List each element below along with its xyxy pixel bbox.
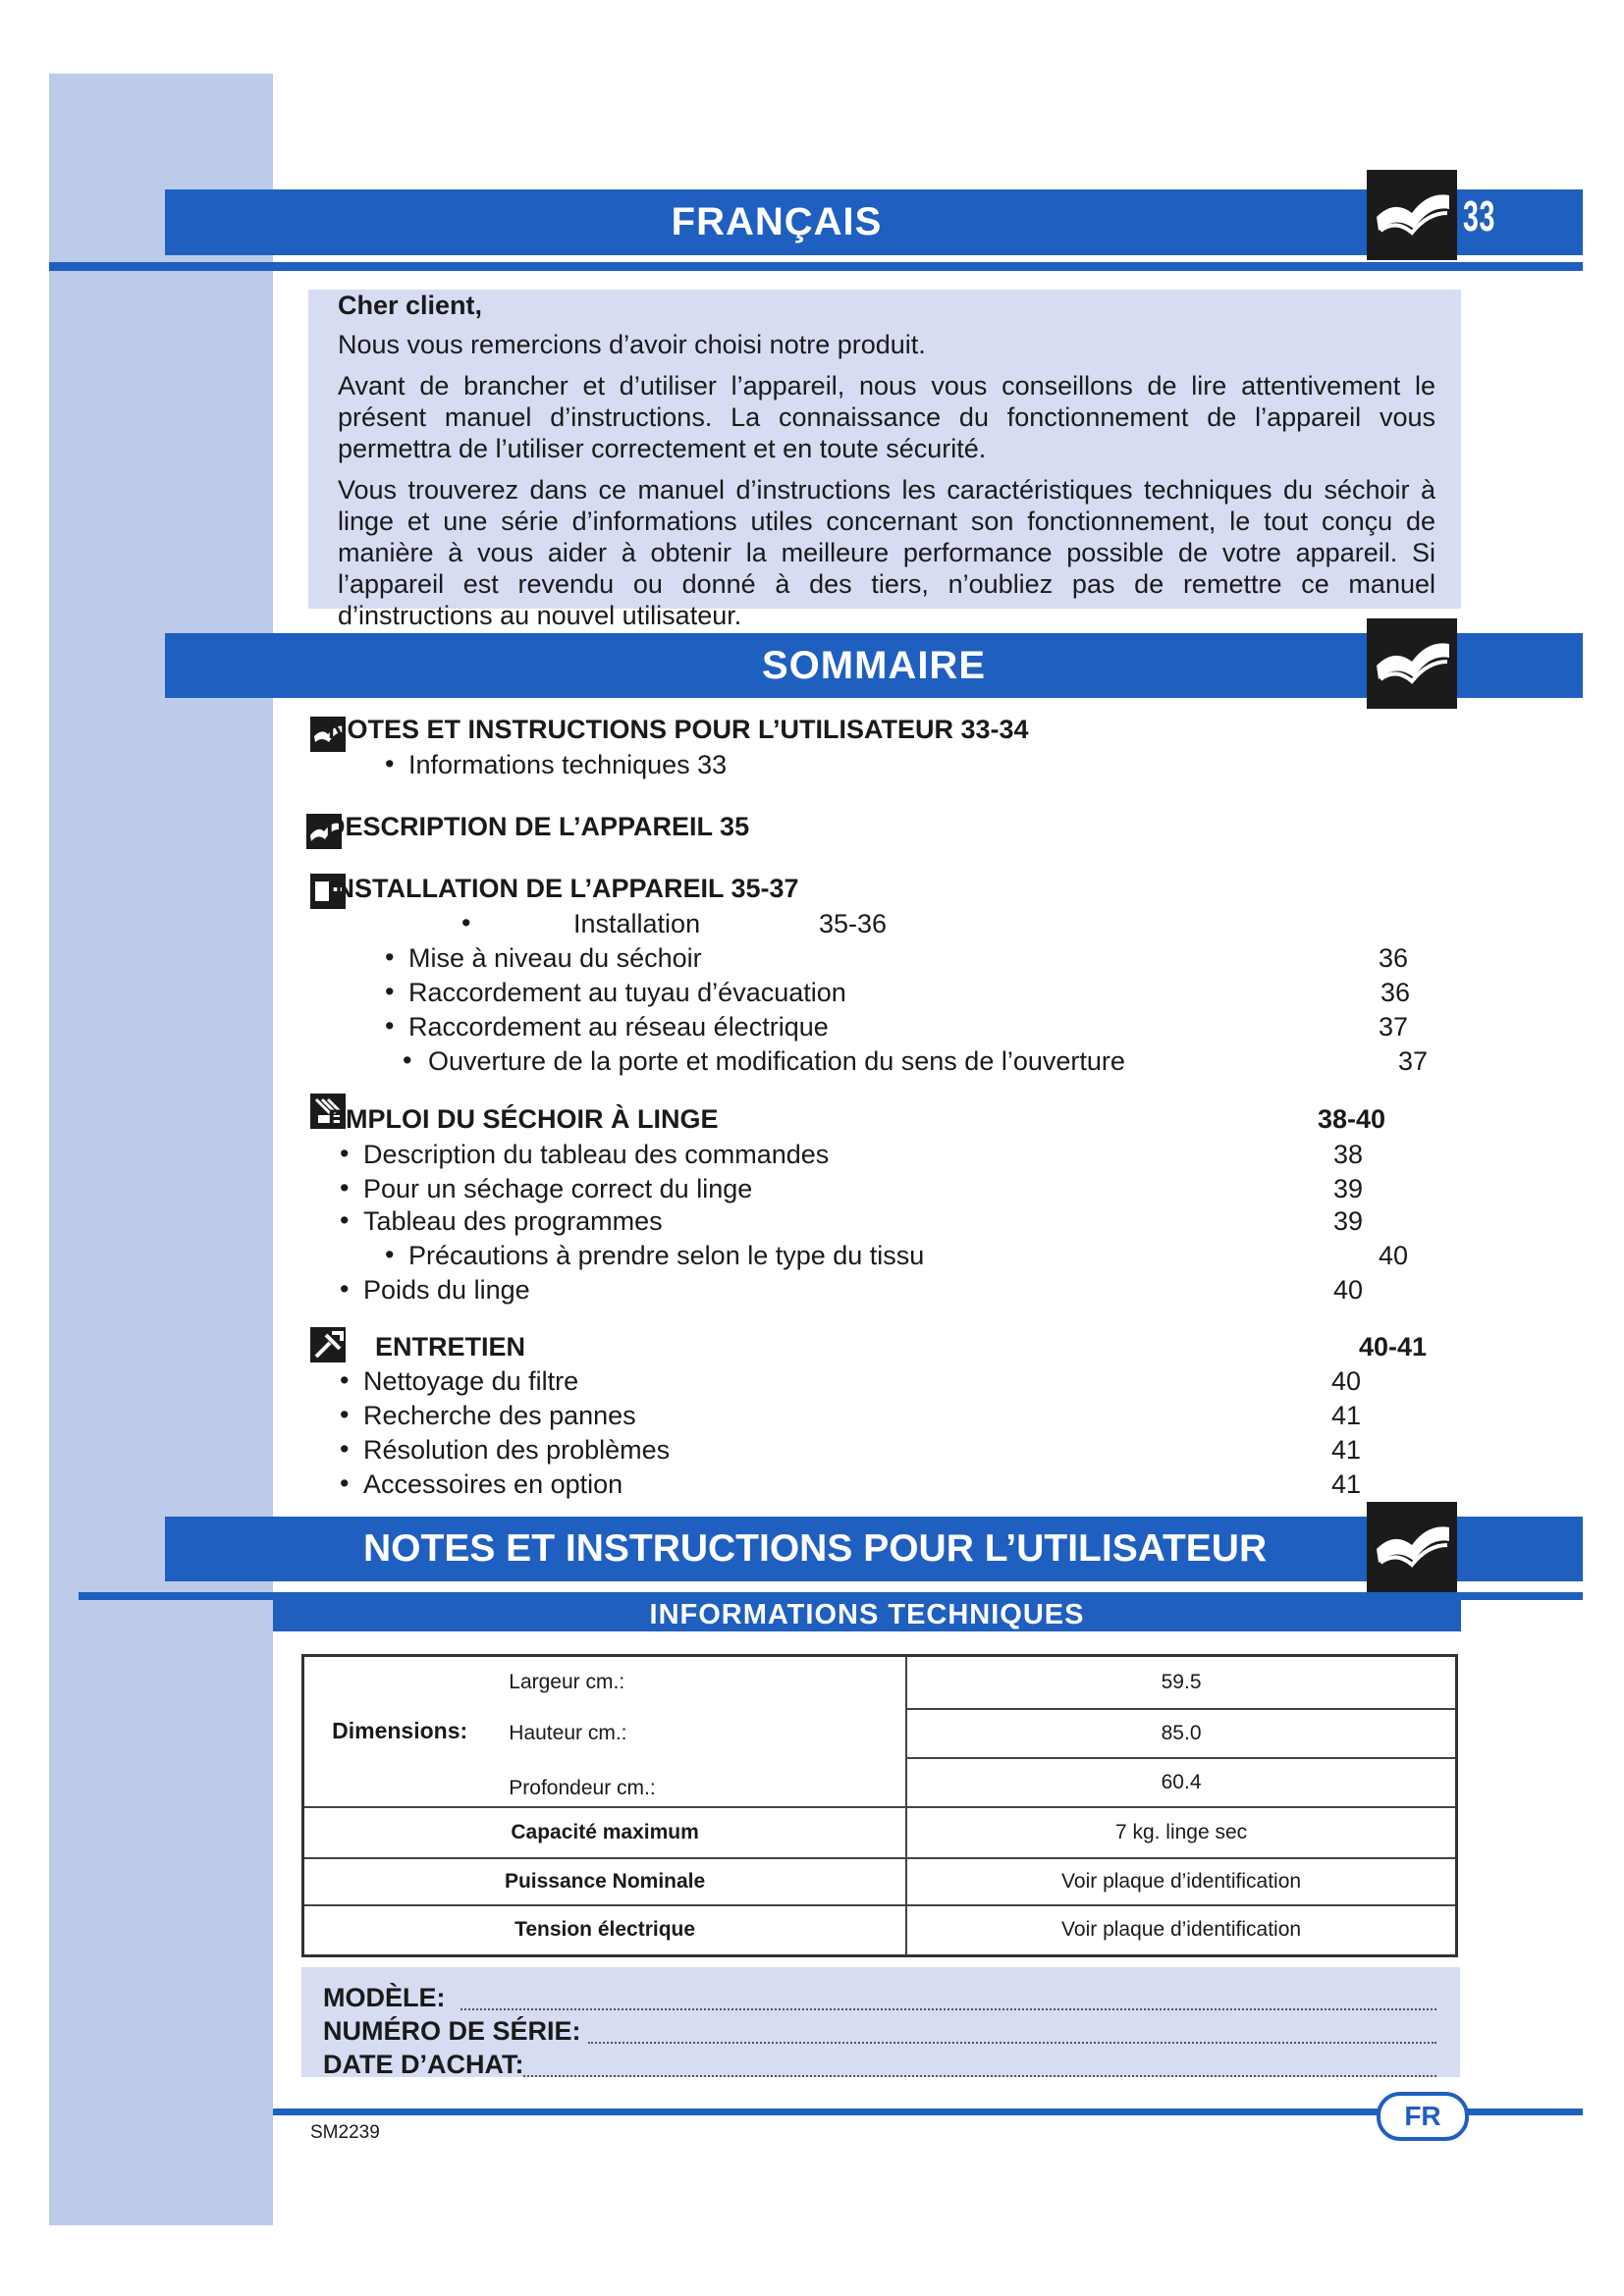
table-row (303, 1905, 1457, 1956)
language-badge: FR (1377, 2092, 1469, 2141)
toc-item: Poids du linge (363, 1275, 530, 1305)
bullet: • (340, 1139, 350, 1168)
book-icon (1367, 618, 1457, 709)
dimensions-label: Dimensions: (303, 1656, 496, 1807)
bullet: • (461, 908, 471, 937)
bullet: • (340, 1173, 350, 1202)
toc-item: Raccordement au tuyau d’évacuation (408, 978, 846, 1007)
toc-page: 41 (1331, 1401, 1362, 1430)
purchase-date-label: DATE D’ACHAT: (323, 2050, 524, 2079)
table-row (303, 1807, 1457, 1858)
toc-page: 38 (1333, 1140, 1364, 1169)
spec-label: Largeur cm.: (495, 1656, 906, 1709)
toc-item: Résolution des problèmes (363, 1435, 671, 1465)
subtitle-band (273, 1598, 1461, 1631)
toc-item: Mise à niveau du séchoir (408, 943, 702, 973)
toc-page: 35-36 (819, 909, 888, 938)
maintenance-icon (310, 1327, 346, 1362)
product-info-box (301, 1967, 1460, 2077)
toc-page: 36 (1379, 943, 1409, 973)
power-value: Voir plaque d’identification (906, 1858, 1456, 1905)
voltage-value: Voir plaque d’identification (906, 1905, 1456, 1956)
serial-field[interactable] (588, 2042, 1436, 2044)
bullet: • (340, 1400, 350, 1429)
toc-page: 40 (1333, 1275, 1364, 1305)
toc-item: Informations techniques 33 (408, 750, 728, 779)
bullet: • (340, 1274, 350, 1304)
document-code: SM2239 (310, 2122, 380, 2143)
spec-value: 85.0 (906, 1709, 1456, 1758)
sommaire-title: SOMMAIRE (762, 644, 986, 687)
model-field[interactable] (460, 2008, 1436, 2010)
notes-subtitle: INFORMATIONS TECHNIQUES (649, 1599, 1085, 1630)
toc-page: 38-40 (1318, 1104, 1386, 1134)
bullet: • (403, 1045, 412, 1075)
intro-box (308, 290, 1461, 630)
toc-page: 41 (1331, 1435, 1362, 1465)
toc-page: 37 (1398, 1046, 1429, 1076)
toc-heading-emploi: EMPLOI DU SÉCHOIR À LINGE (328, 1104, 719, 1134)
toc-heading-description: DESCRIPTION DE L’APPAREIL 35 (326, 812, 750, 841)
toc-item: Installation (573, 909, 701, 938)
left-sidebar (49, 74, 273, 2225)
toc-item: Raccordement au réseau électrique (408, 1012, 829, 1041)
toc-page: 39 (1333, 1174, 1364, 1203)
power-label: Puissance Nominale (303, 1858, 907, 1905)
toc-item: Accessoires en option (363, 1469, 623, 1499)
book-icon (1367, 1502, 1457, 1592)
spec-value: 60.4 (906, 1758, 1456, 1807)
voltage-label: Tension électrique (303, 1905, 907, 1956)
notes-title: NOTES ET INSTRUCTIONS POUR L’UTILISATEUR (363, 1527, 1268, 1570)
toc-item: Précautions à prendre selon le type du tissu (408, 1241, 925, 1270)
bullet: • (340, 1365, 350, 1395)
toc-page: 36 (1380, 978, 1411, 1007)
header-rule (49, 262, 1583, 271)
toc-page: 41 (1331, 1469, 1362, 1499)
toc-item: Nettoyage du filtre (363, 1366, 579, 1396)
page-number: 33 (1463, 192, 1496, 240)
capacity-label: Capacité maximum (303, 1807, 907, 1858)
spec-table (301, 1654, 1458, 1957)
header-title: FRANÇAIS (671, 200, 883, 243)
book-icon (1367, 170, 1457, 260)
toc-heading-notes: NOTES ET INSTRUCTIONS POUR L’UTILISATEUR 33-34 (328, 715, 1029, 744)
serial-label: NUMÉRO DE SÉRIE: (323, 2016, 581, 2046)
capacity-value: 7 kg. linge sec (906, 1807, 1456, 1858)
spec-label: Profondeur cm.: (495, 1758, 906, 1807)
toc-page: 40 (1379, 1241, 1409, 1270)
toc-page: 39 (1333, 1206, 1364, 1236)
bullet: • (385, 1011, 395, 1041)
intro-p1: Nous vous remercions d’avoir choisi notre produit. (338, 330, 926, 359)
toc-item: Ouverture de la porte et modification du sens de l’ouverture (428, 1046, 1125, 1076)
toc-page: 40 (1331, 1366, 1362, 1396)
toc-heading-installation: INSTALLATION DE L’APPAREIL 35-37 (328, 874, 799, 903)
intro-p2: Avant de brancher et d’utiliser l’appareil, nous vous conseillons de lire attentivement le présent manuel d’instructions. La connaissance du fonctionnement de l’appareil vous permettra de l’utiliser correctement et en toute sécurité. (338, 371, 1435, 463)
toc-item: Tableau des programmes (363, 1206, 663, 1236)
toc-page: 40-41 (1359, 1332, 1428, 1362)
bullet: • (385, 749, 395, 778)
table-row (303, 1858, 1457, 1905)
bullet: • (385, 1240, 395, 1269)
model-label: MODÈLE: (323, 1983, 446, 2012)
bullet: • (340, 1205, 350, 1235)
toc-item: Pour un séchage correct du linge (363, 1174, 753, 1203)
spec-label: Hauteur cm.: (495, 1709, 906, 1758)
bullet: • (385, 942, 395, 972)
toc-page: 37 (1379, 1012, 1409, 1041)
table-row (303, 1656, 1457, 1709)
intro-p3: Vous trouverez dans ce manuel d’instructions les caractéristiques techniques du séchoir à linge et une série d’informations utiles concernant son fonctionnement, le tout conçu de manière à vous aider à obtenir la meilleure performance possible de votre appareil. Si l’appareil est revendu ou donné à des tiers, n’oubliez pas de remettre ce manuel d’instructions au nouvel utilisateur. (338, 475, 1435, 630)
purchase-date-field[interactable] (523, 2075, 1436, 2077)
toc-item: Recherche des pannes (363, 1401, 636, 1430)
toc-item: Description du tableau des commandes (363, 1140, 830, 1169)
bullet: • (340, 1434, 350, 1464)
bullet: • (340, 1468, 350, 1498)
header-band (165, 189, 1388, 255)
bullet: • (385, 977, 395, 1006)
intro-greeting: Cher client, (338, 291, 483, 320)
spec-value: 59.5 (906, 1656, 1456, 1709)
toc-heading-entretien: ENTRETIEN (375, 1332, 526, 1362)
